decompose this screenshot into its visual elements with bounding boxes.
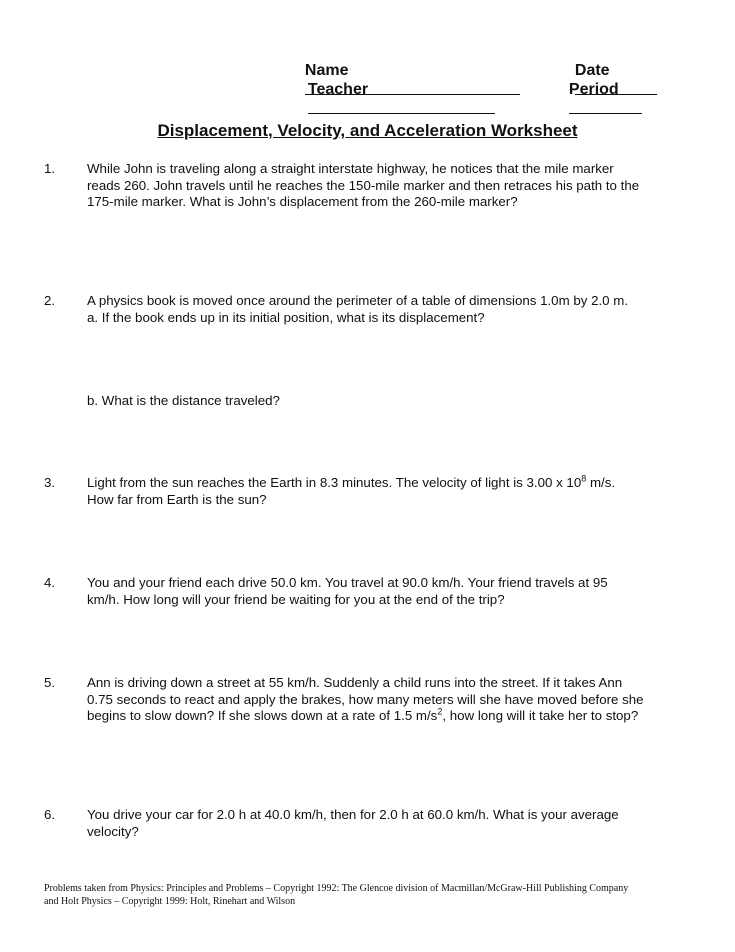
question-3 (44, 475, 704, 508)
question-text-line: begins to slow down? If she slows down at a rate of 1.5 $m/s^2$, how long will it take her to stop? (87, 706, 639, 723)
question-text-line: 175-mile marker. What is John’s displacement from the 260-mile marker? (87, 194, 518, 209)
period-field[interactable] (560, 63, 642, 119)
question-text-line: How far from Earth is the sun? (87, 491, 267, 507)
question-text-line: A physics book is moved once around the perimeter of a table of dimensions 1.0m by 2.0 m. (87, 293, 629, 308)
question-number: 3. (44, 475, 56, 490)
question-text-line: You and your friend each drive 50.0 km. You travel at 90.0 km/h. Your friend travels at 95 (87, 575, 608, 590)
name-label: Name (304, 62, 349, 79)
question-number: 4. (44, 575, 56, 590)
teacher-line[interactable] (308, 99, 495, 114)
question-text-line: reads 260. John travels until he reaches the 150-mile marker and then retraces his path to the (87, 177, 640, 193)
exponent: 8 (581, 473, 587, 484)
teacher-field[interactable] (299, 63, 495, 119)
date-label: Date (574, 62, 610, 79)
question-text-line: 0.75 seconds to react and apply the brakes, how many meters will she have moved before she (87, 691, 644, 707)
question-text-line: a. If the book ends up in its initial position, what is its displacement? (87, 309, 485, 325)
question-text-line: Light from the sun reaches the Earth in 8.3 minutes. The velocity of light is 3.00 x $10^8$ m/s. (87, 473, 616, 490)
question-1 (44, 161, 704, 211)
question-number: 1. (44, 161, 56, 176)
teacher-label: Teacher (307, 81, 369, 98)
exponent: 2 (437, 706, 443, 717)
worksheet-title: Displacement, Velocity, and Acceleration Worksheet (157, 121, 578, 140)
question-4 (44, 575, 704, 608)
footnote-line: and Holt Physics – Copyright 1999: Holt, Rinehart and Wilson (44, 896, 296, 907)
question-text-line: km/h. How long will your friend be waiting for you at the end of the trip? (87, 591, 505, 607)
question-6 (44, 807, 704, 840)
question-5 (44, 675, 704, 725)
question-text-line: You drive your car for 2.0 h at 40.0 km/h, then for 2.0 h at 60.0 km/h. What is your average (87, 807, 619, 822)
question-text-line: While John is traveling along a straight interstate highway, he notices that the mile marker (87, 161, 614, 176)
period-line[interactable] (569, 99, 642, 114)
question-2 (44, 293, 704, 326)
question-number: 5. (44, 675, 56, 690)
question-number: 6. (44, 807, 56, 822)
question-text-line: velocity? (87, 823, 139, 839)
footnote-line: Problems taken from Physics: Principles and Problems – Copyright 1992: The Glencoe division of Macmillan/McGraw-Hill Publishing Company (44, 883, 629, 894)
period-label: Period (568, 81, 619, 98)
question-text-line: b. What is the distance traveled? (87, 393, 280, 408)
question-2-part-b (44, 393, 704, 410)
question-number: 2. (44, 293, 56, 308)
source-footnote (44, 882, 704, 908)
question-text-line: Ann is driving down a street at 55 km/h. Suddenly a child runs into the street. If it takes Ann (87, 675, 623, 690)
